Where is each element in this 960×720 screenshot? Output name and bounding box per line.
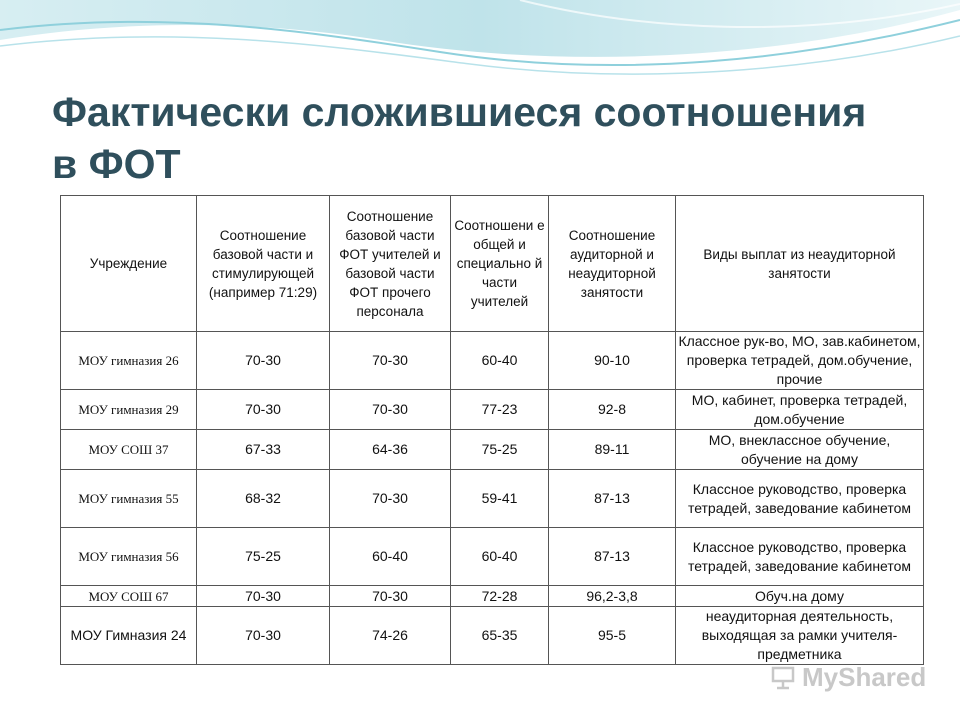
watermark xyxy=(770,662,926,692)
ratio-cell: 75-25 xyxy=(197,528,330,586)
institution-cell: МОУ Гимназия 24 xyxy=(61,607,197,665)
ratio-cell: 89-11 xyxy=(549,430,676,470)
header-general-special: Соотношени е общей и специально й части учителей xyxy=(451,196,549,332)
ratio-cell: 70-30 xyxy=(330,390,451,430)
institution-cell: МОУ гимназия 55 xyxy=(61,470,197,528)
ratio-cell: 72-28 xyxy=(451,586,549,607)
table-row xyxy=(61,332,924,390)
ratio-cell: 96,2-3,8 xyxy=(549,586,676,607)
header-institution: Учреждение xyxy=(61,196,197,332)
institution-cell: МОУ гимназия 29 xyxy=(61,390,197,430)
table-row xyxy=(61,528,924,586)
fot-ratio-table xyxy=(60,195,924,665)
ratio-cell: 59-41 xyxy=(451,470,549,528)
ratio-cell: 60-40 xyxy=(451,332,549,390)
header-payment-kinds: Виды выплат из неаудиторной занятости xyxy=(676,196,924,332)
payment-kinds-cell: неаудиторная деятельность, выходящая за рамки учителя-предметника xyxy=(676,607,924,665)
slide-title-line2: в ФОТ xyxy=(52,141,181,187)
header-teachers-vs-staff: Соотношение базовой части ФОТ учителей и базовой части ФОТ прочего персонала xyxy=(330,196,451,332)
table-row xyxy=(61,607,924,665)
ratio-cell: 90-10 xyxy=(549,332,676,390)
ratio-cell: 70-30 xyxy=(197,586,330,607)
presentation-icon xyxy=(770,664,796,690)
slide-title xyxy=(52,86,932,190)
ratio-cell: 65-35 xyxy=(451,607,549,665)
ratio-cell: 77-23 xyxy=(451,390,549,430)
ratio-cell: 60-40 xyxy=(330,528,451,586)
ratio-cell: 87-13 xyxy=(549,528,676,586)
ratio-cell: 64-36 xyxy=(330,430,451,470)
table-row xyxy=(61,586,924,607)
ratio-cell: 74-26 xyxy=(330,607,451,665)
ratio-cell: 70-30 xyxy=(330,586,451,607)
institution-cell: МОУ гимназия 26 xyxy=(61,332,197,390)
header-base-stimulating: Соотношение базовой части и стимулирующей (например 71:29) xyxy=(197,196,330,332)
ratio-cell: 75-25 xyxy=(451,430,549,470)
payment-kinds-cell: Классное руководство, проверка тетрадей, заведование кабинетом xyxy=(676,470,924,528)
ratio-cell: 67-33 xyxy=(197,430,330,470)
ratio-cell: 70-30 xyxy=(197,390,330,430)
payment-kinds-cell: Классное рук-во, МО, зав.кабинетом, проверка тетрадей, дом.обучение, прочие xyxy=(676,332,924,390)
table-row xyxy=(61,390,924,430)
payment-kinds-cell: Классное руководство, проверка тетрадей, заведование кабинетом xyxy=(676,528,924,586)
slide-title-line1: Фактически сложившиеся соотношения xyxy=(52,89,867,135)
payment-kinds-cell: МО, кабинет, проверка тетрадей, дом.обучение xyxy=(676,390,924,430)
ratio-cell: 68-32 xyxy=(197,470,330,528)
ratio-cell: 92-8 xyxy=(549,390,676,430)
header-wave-decoration xyxy=(0,0,960,90)
ratio-cell: 70-30 xyxy=(197,332,330,390)
header-class-nonclass: Соотношение аудиторной и неаудиторной занятости xyxy=(549,196,676,332)
ratio-cell: 87-13 xyxy=(549,470,676,528)
institution-cell: МОУ СОШ 37 xyxy=(61,430,197,470)
table-row xyxy=(61,470,924,528)
institution-cell: МОУ гимназия 56 xyxy=(61,528,197,586)
ratio-cell: 70-30 xyxy=(330,470,451,528)
payment-kinds-cell: Обуч.на дому xyxy=(676,586,924,607)
ratio-cell: 95-5 xyxy=(549,607,676,665)
table-header-row xyxy=(61,196,924,332)
table-row xyxy=(61,430,924,470)
payment-kinds-cell: МО, внеклассное обучение, обучение на дому xyxy=(676,430,924,470)
ratio-cell: 60-40 xyxy=(451,528,549,586)
watermark-text: MyShared xyxy=(802,661,927,692)
institution-cell: МОУ СОШ 67 xyxy=(61,586,197,607)
ratio-cell: 70-30 xyxy=(197,607,330,665)
ratio-cell: 70-30 xyxy=(330,332,451,390)
